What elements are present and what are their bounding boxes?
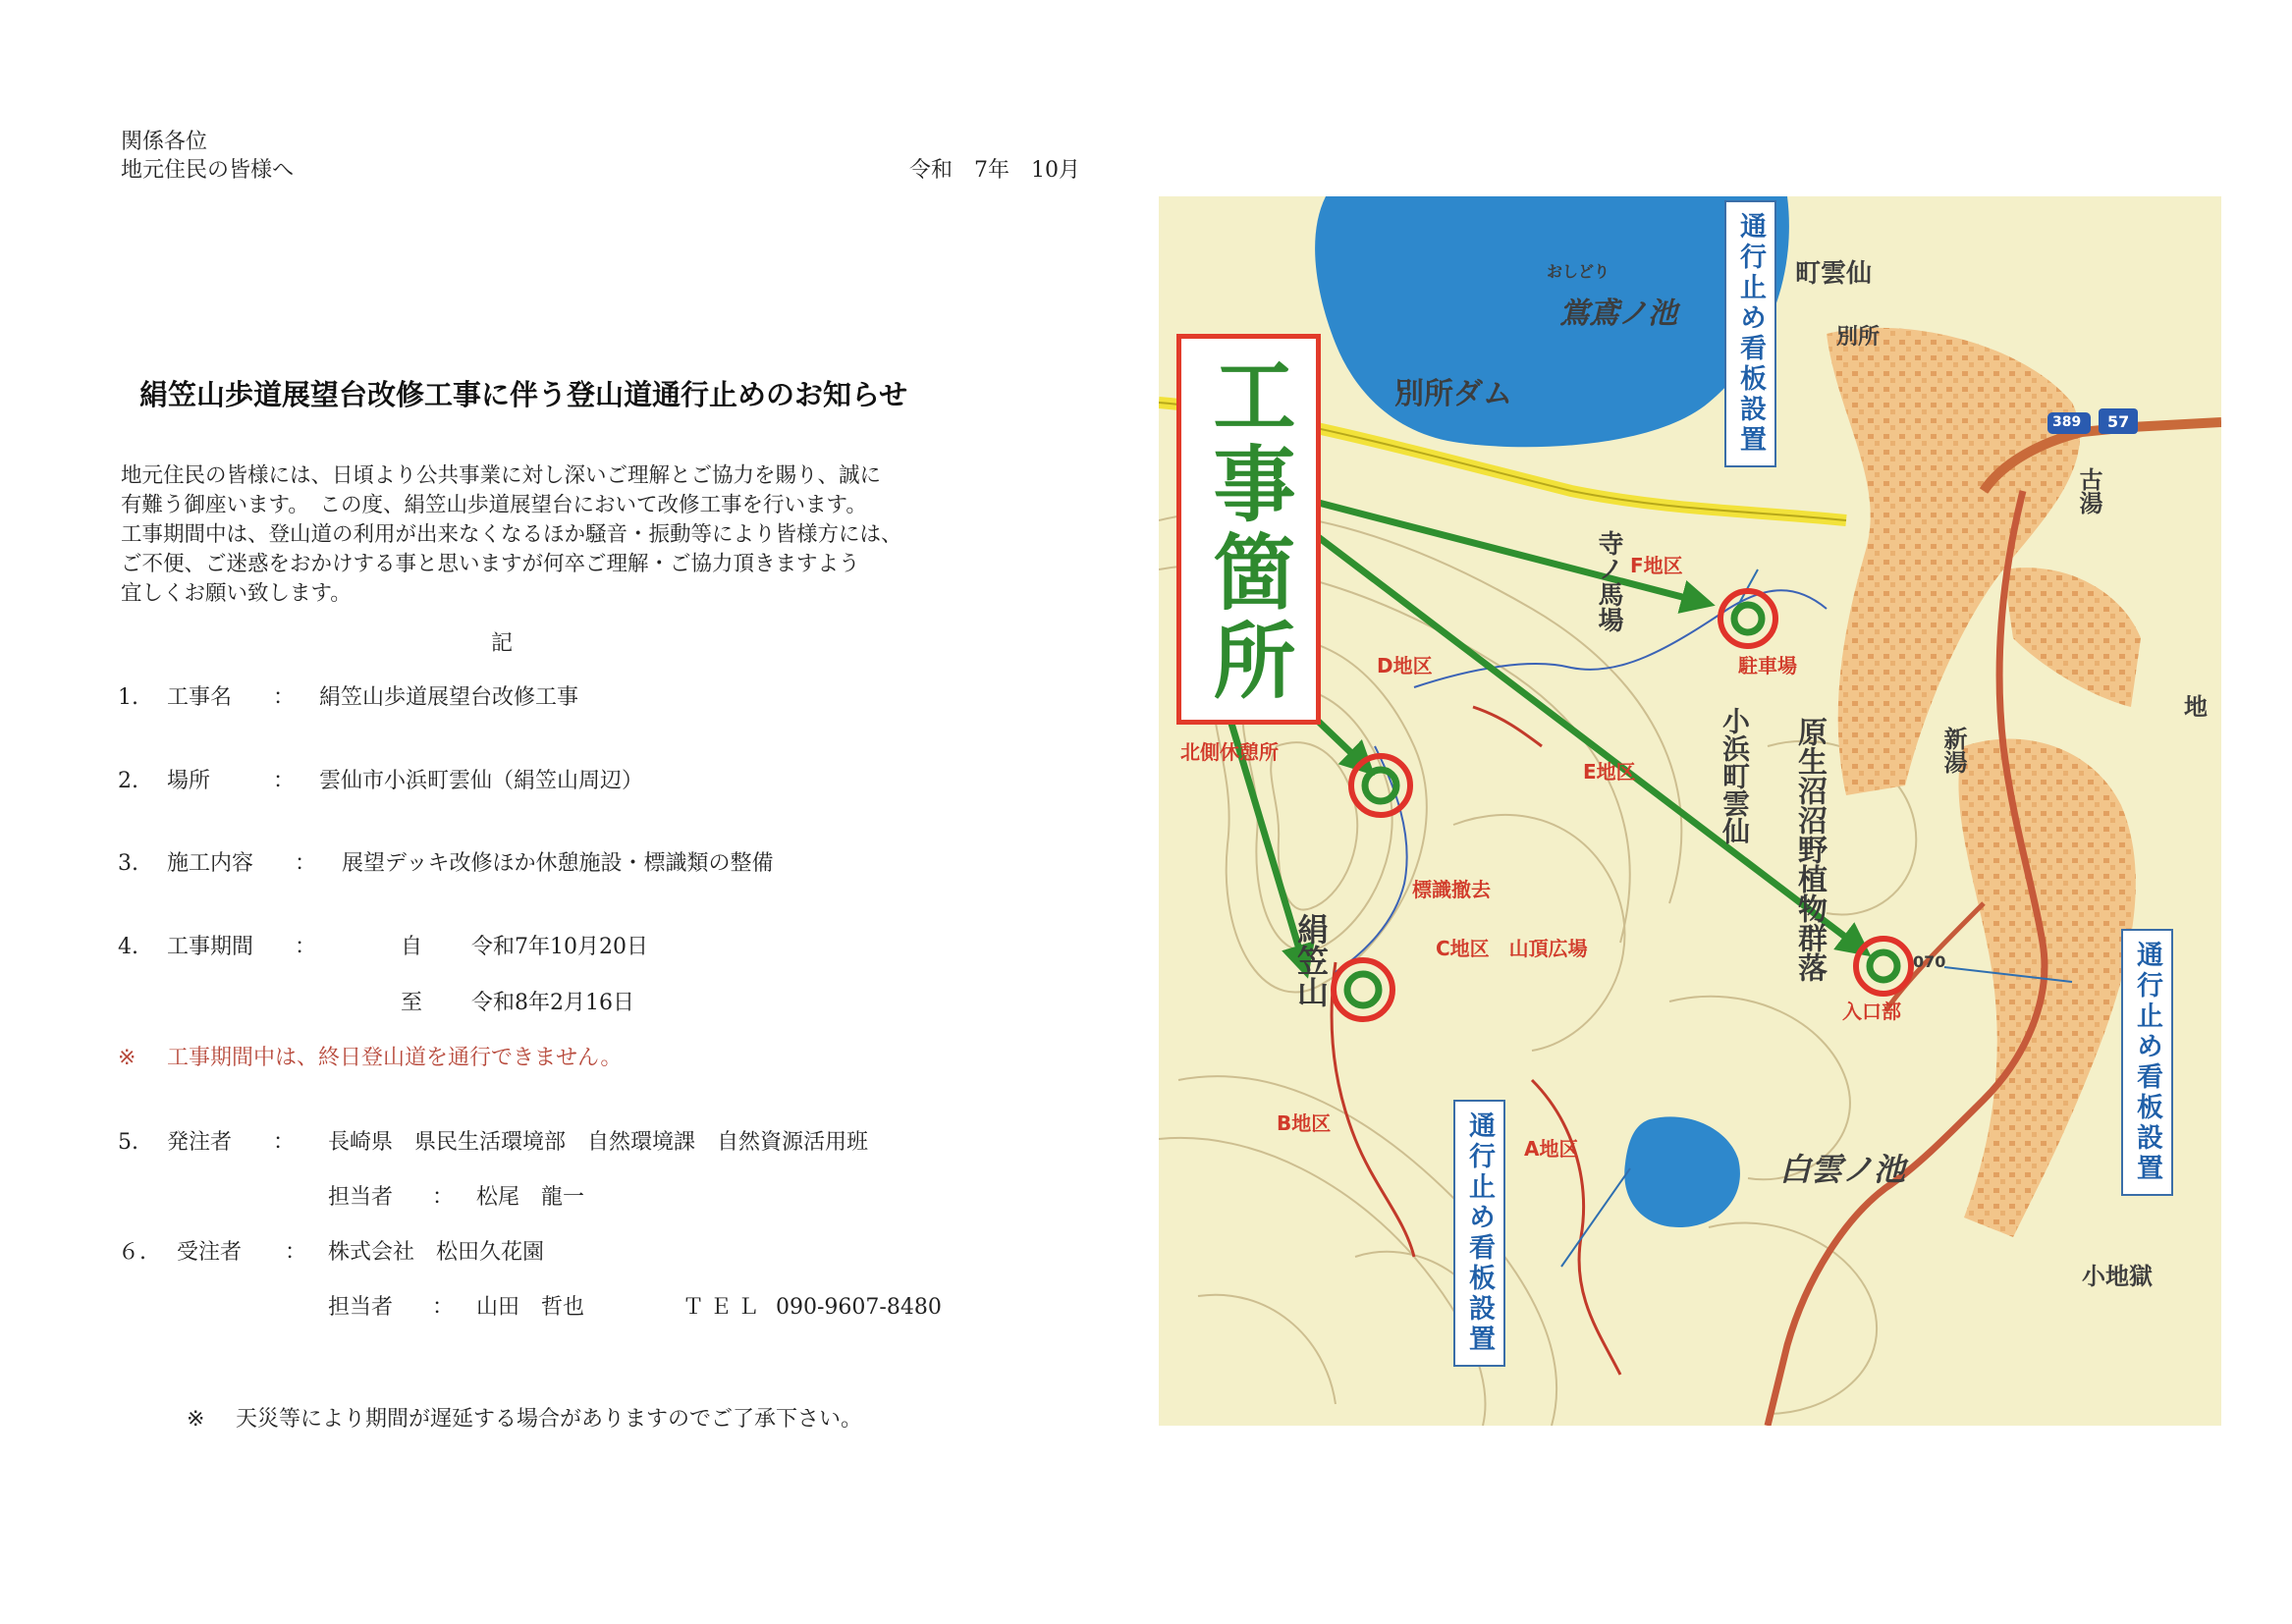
- item-5-person-label: 担当者: [328, 1185, 394, 1210]
- district-e-label: E地区: [1583, 760, 1636, 784]
- item-2-value: 雲仙市小浜町雲仙（絹笠山周辺）: [319, 769, 644, 793]
- item-5-colon: ：: [273, 1130, 296, 1155]
- sign-removal-label: 標識撤去: [1412, 878, 1491, 901]
- district-f-label: F地区: [1630, 554, 1683, 577]
- item-6-person: 山田 哲也: [476, 1295, 585, 1320]
- bessho-label: 別所: [1836, 325, 1881, 350]
- intro-line-5: 宜しくお願い致します。: [121, 581, 352, 606]
- route-57-label: 57: [2107, 412, 2130, 431]
- item-6-value: 株式会社 松田久花園: [328, 1240, 545, 1265]
- intro-line-2: 有難う御座います。 この度、絹笠山歩道展望台において改修工事を行います。: [121, 493, 867, 517]
- note-red-text: 工事期間中は、終日登山道を通行できません。: [167, 1046, 623, 1070]
- construction-site-label: 工事箇所: [1176, 334, 1321, 725]
- item-2-colon: ：: [273, 769, 296, 793]
- item-5-value: 長崎県 県民生活環境部 自然環境課 自然資源活用班: [328, 1130, 869, 1155]
- item-6-person-label: 担当者: [328, 1295, 394, 1320]
- item-3-number: 3.: [118, 851, 138, 876]
- item-4-from-label: 自: [401, 935, 423, 959]
- pond-top-ruby: おしどり: [1547, 262, 1610, 281]
- item-6-tel-label: ＴＥＬ: [682, 1295, 766, 1320]
- obama-unzen-label: 小浜町雲仙: [1719, 707, 1751, 844]
- item-4-colon: ：: [295, 935, 317, 959]
- item-6-number: ６.: [118, 1240, 146, 1265]
- note-red-mark: ※: [118, 1046, 136, 1070]
- intro-line-3: 工事期間中は、登山道の利用が出来なくなるほか騒音・振動等により皆様方には、: [121, 522, 902, 547]
- intro-line-1: 地元住民の皆様には、日頃より公共事業に対し深いご理解とご協力を賜り、誠に: [121, 463, 882, 488]
- item-6-person-colon: ：: [432, 1295, 455, 1320]
- intro-line-4: ご不便、ご迷惑をおかけする事と思いますが何卒ご理解・ご協力頂きますよう: [121, 552, 860, 576]
- entrance-label: 入口部: [1842, 1000, 1901, 1023]
- item-4-label: 工事期間: [167, 935, 254, 959]
- bld-chi-label: 地: [2184, 693, 2208, 721]
- district-c-label: C地区 山頂広場: [1436, 937, 1588, 960]
- pond-bottom-label: 白雲ノ池: [1779, 1151, 1906, 1188]
- location-map: [1159, 196, 2221, 1426]
- item-4-from-value: 令和7年10月20日: [471, 935, 648, 959]
- item-4-to-value: 令和8年2月16日: [471, 991, 634, 1015]
- ki-heading: 記: [491, 631, 514, 656]
- item-1-label: 工事名: [167, 685, 233, 710]
- parking-label: 駐車場: [1738, 654, 1797, 677]
- item-1-value: 絹笠山歩道展望台改修工事: [319, 685, 579, 710]
- north-rest-label: 北側休憩所: [1180, 740, 1279, 764]
- item-4-to-label: 至: [401, 991, 423, 1015]
- town-unzen-label: 町雲仙: [1795, 259, 1873, 289]
- genseinuma-label: 原生沼沼野植物群落: [1792, 717, 1827, 982]
- item-5-person-colon: ：: [432, 1185, 455, 1210]
- sign-label-right: 通行止め看板設置: [2121, 929, 2173, 1196]
- district-a-label: A地区: [1524, 1137, 1579, 1161]
- district-d-label: D地区: [1377, 654, 1433, 677]
- kinugasa-label: 絹笠山: [1292, 913, 1330, 1007]
- item-3-label: 施工内容: [167, 851, 254, 876]
- item-3-colon: ：: [295, 851, 317, 876]
- recipient-line1: 関係各位: [121, 130, 208, 154]
- item-5-label: 発注者: [167, 1130, 233, 1155]
- num-070-label: 070: [1913, 952, 1946, 971]
- sign-label-top: 通行止め看板設置: [1724, 200, 1776, 467]
- footer-note-mark: ※: [187, 1407, 205, 1432]
- item-3-value: 展望デッキ改修ほか休憩施設・標識類の整備: [342, 851, 774, 876]
- item-2-label: 場所: [167, 769, 211, 793]
- intro-paragraph: [121, 461, 902, 609]
- route-389-label: 389: [2052, 414, 2082, 430]
- item-6-tel: 090-9607-8480: [776, 1295, 942, 1320]
- pond-top-label: 鴬鳶ノ池: [1559, 297, 1677, 331]
- district-b-label: B地区: [1277, 1111, 1332, 1135]
- document-date: 令和 7年 10月: [909, 158, 1080, 183]
- dam-label: 別所ダム: [1394, 377, 1512, 411]
- item-6-label: 受注者: [177, 1240, 243, 1265]
- item-2-number: 2.: [118, 769, 138, 793]
- item-5-number: 5.: [118, 1130, 138, 1155]
- item-5-person: 松尾 龍一: [476, 1185, 585, 1210]
- footer-note: 天災等により期間が遅延する場合がありますのでご了承下さい。: [236, 1407, 863, 1432]
- page-title: 絹笠山歩道展望台改修工事に伴う登山道通行止めのお知らせ: [139, 378, 908, 411]
- recipient-line2: 地元住民の皆様へ: [121, 158, 295, 183]
- item-4-number: 4.: [118, 935, 138, 959]
- sign-label-bottom: 通行止め看板設置: [1453, 1100, 1505, 1367]
- item-1-number: 1.: [118, 685, 138, 710]
- teramaba-label: 寺ノ馬場: [1594, 530, 1623, 632]
- furuyu-label: 古湯: [2075, 467, 2102, 514]
- item-6-colon: ：: [285, 1240, 307, 1265]
- shinyu-label: 新湯: [1939, 727, 1967, 774]
- item-1-colon: ：: [273, 685, 296, 710]
- kojigoku-label: 小地獄: [2082, 1263, 2153, 1290]
